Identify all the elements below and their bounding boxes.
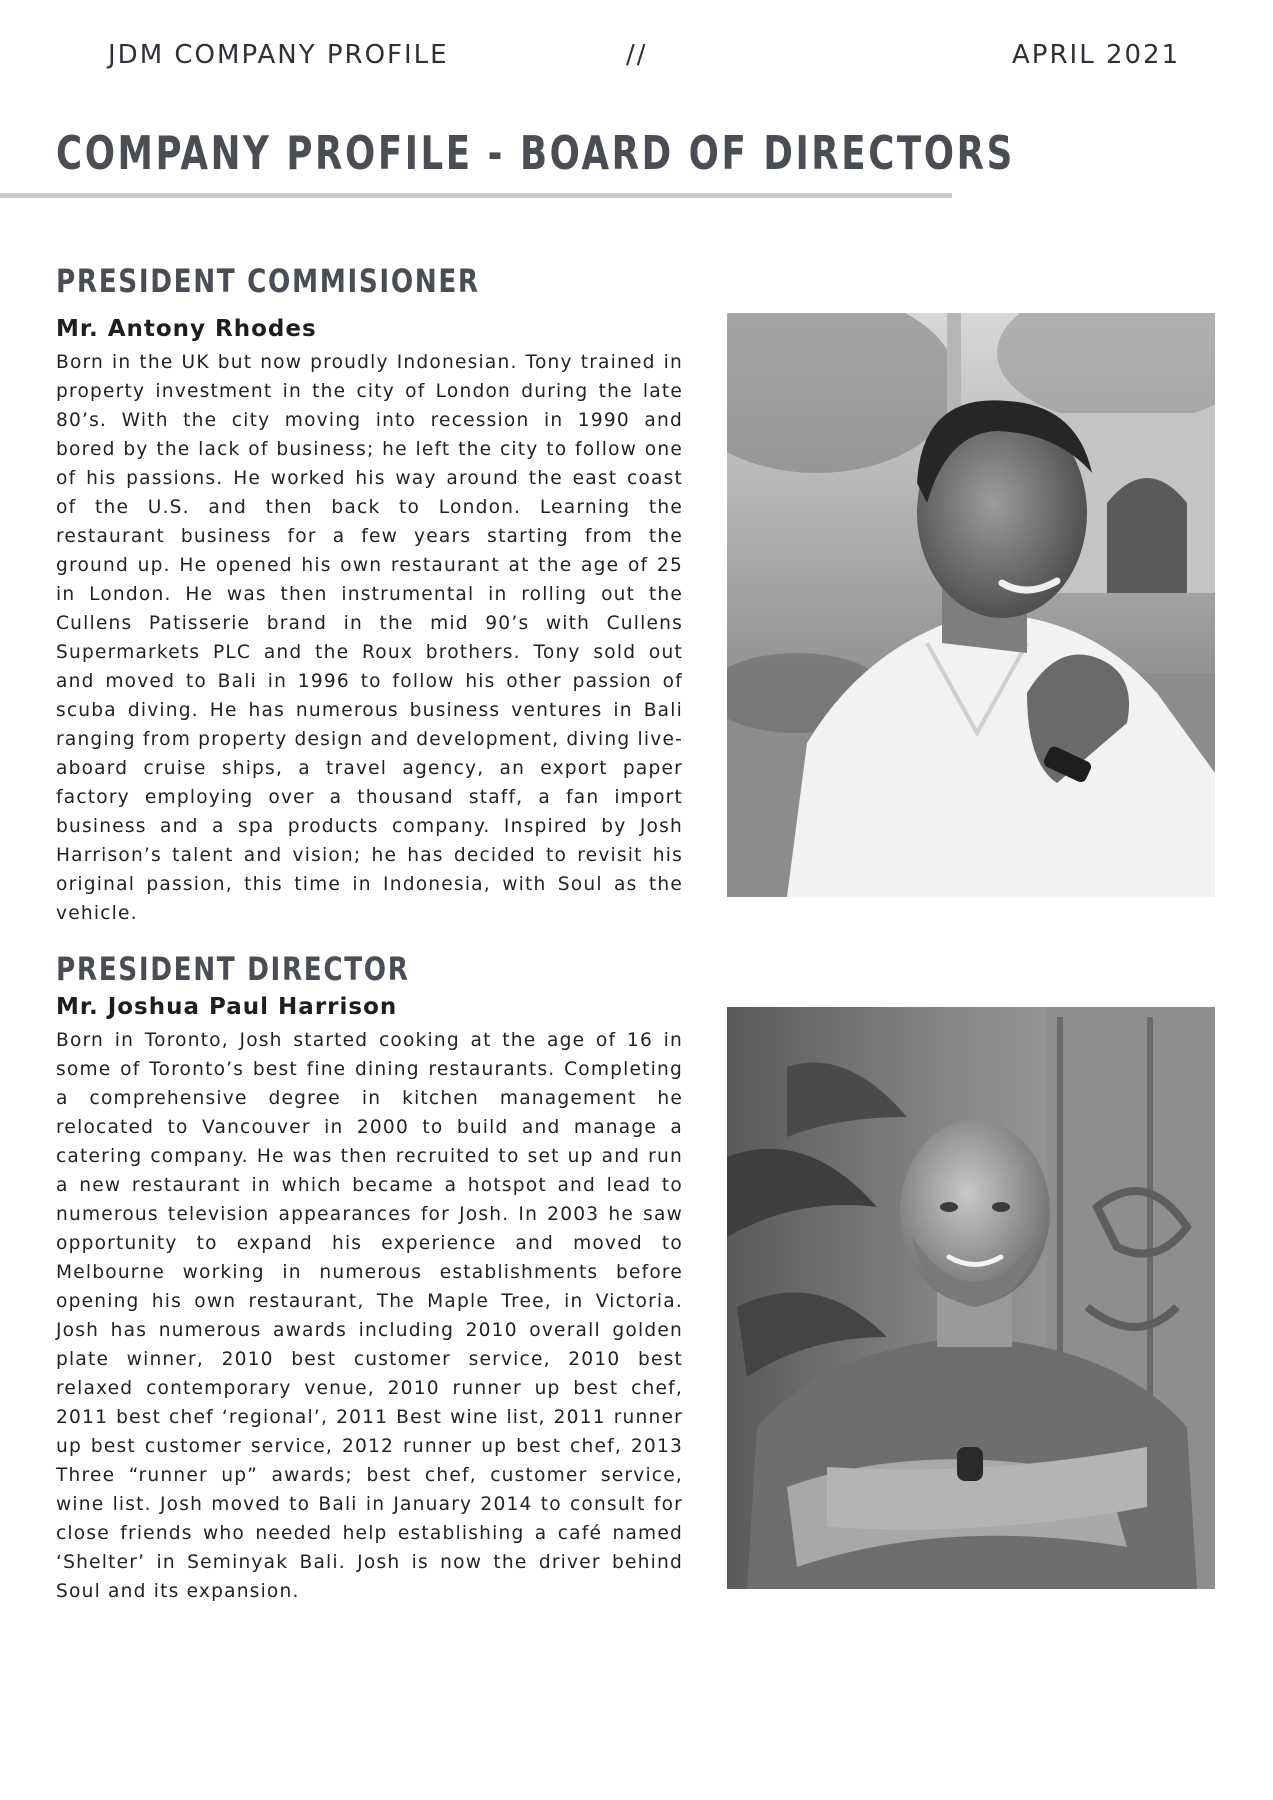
bio-antony-rhodes: Born in the UK but now proudly Indonesian. Tony trained in property investment in the city of London during the late 80’s. With the city moving into recession in 1990 and bored by the lack of business; he left the city to follow one of his passions. He worked his way around the east coast of the U.S. and then back to London. Learning the restaurant business for a few years starting from the ground up. He opened his own restaurant at the age of 25 in London. He was then instrumental in rolling out the Cullens Patisserie brand in the mid 90’s with Cullens Supermarkets PLC and the Roux brothers. Tony sold out and moved to Bali in 1996 to follow his other passion of scuba diving. He has numerous business ventures in Bali ranging from property design and development, diving live-aboard cruise ships, a travel agency, an export paper factory employing over a thousand staff, a fan import business and a spa products company. Inspired by Josh Harrison’s talent and vision; he has decided to revisit his original passion, this time in Indonesia, with Soul as the vehicle. (56, 352, 683, 924)
section-heading-president-director: PRESIDENT DIRECTOR (56, 950, 410, 988)
page-title: COMPANY PROFILE - BOARD OF DIRECTORS (56, 126, 1015, 180)
header-company-name: JDM COMPANY PROFILE (108, 40, 449, 70)
portrait-photo-joshua-paul-harrison (727, 1007, 1215, 1589)
title-divider (0, 193, 952, 198)
portrait-photo-antony-rhodes (727, 313, 1215, 897)
header-date: APRIL 2021 (1012, 40, 1181, 70)
bio-joshua-paul-harrison: Born in Toronto, Josh started cooking at the age of 16 in some of Toronto’s best fine dining restaurants. Completing a comprehensive degree in kitchen management he relocated to Vancouver in 2000 to build and manage a catering company. He was then recruited to set up and run a new restaurant in which became a hotspot and lead to numerous television appearances for Josh. In 2003 he saw opportunity to expand his experience and moved to Melbourne working in numerous establishments before opening his own restaurant, The Maple Tree, in Victoria. Josh has numerous awards including 2010 overall golden plate winner, 2010 best customer service, 2010 best relaxed contemporary venue, 2010 runner up best chef, 2011 best chef ‘regional’, 2011 Best wine list, 2011 runner up best customer service, 2012 runner up best chef, 2013 Three “runner up” awards; best chef, customer service, wine list. Josh moved to Bali in January 2014 to consult for close friends who needed help establishing a café named ‘Shelter’ in Seminyak Bali. Josh is now the driver behind Soul and its expansion. (56, 1030, 683, 1602)
section-heading-president-commissioner: PRESIDENT COMMISIONER (56, 262, 480, 300)
person-name-antony-rhodes: Mr. Antony Rhodes (56, 316, 317, 342)
person-name-joshua-paul-harrison: Mr. Joshua Paul Harrison (56, 994, 398, 1020)
header-separator: // (626, 40, 648, 70)
